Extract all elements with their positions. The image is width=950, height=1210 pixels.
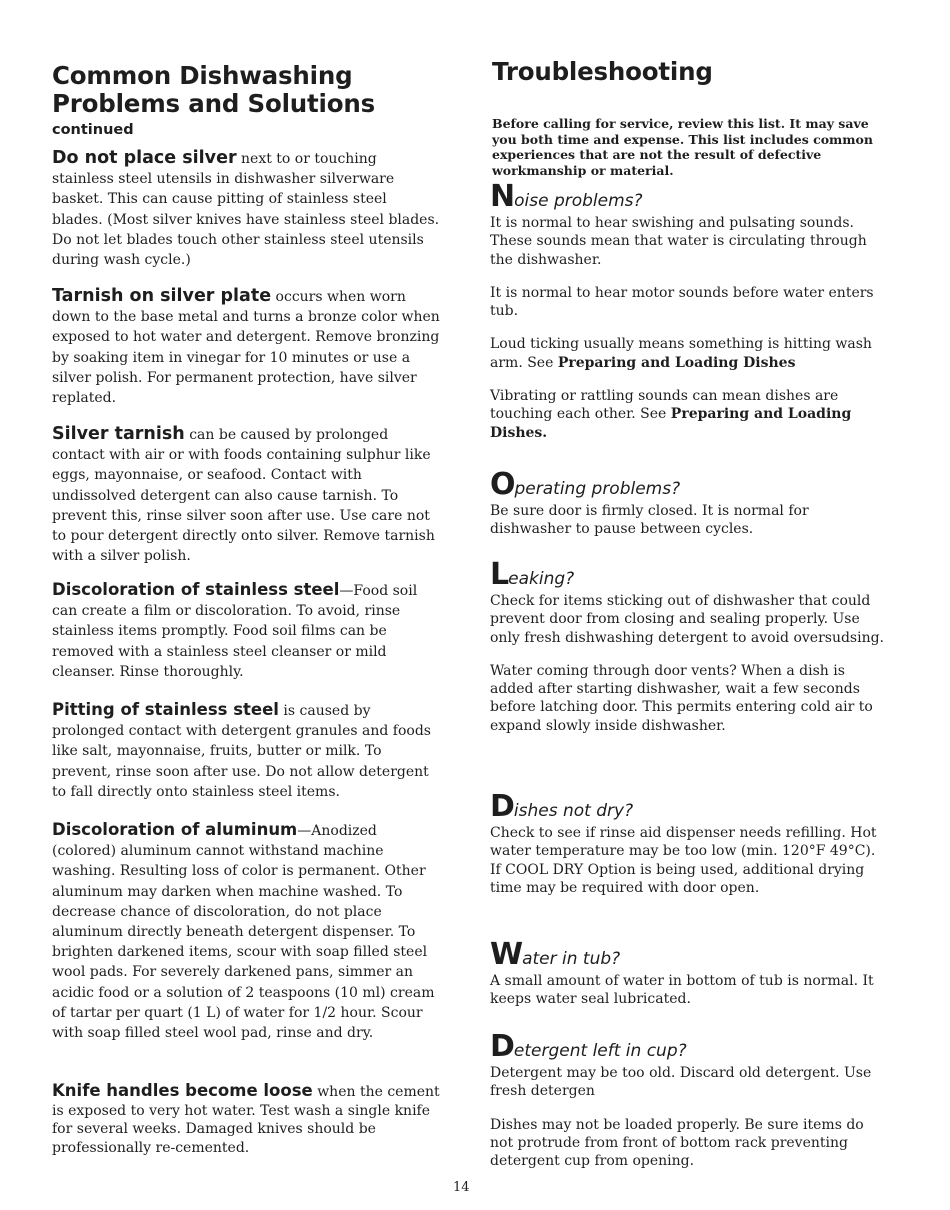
section-lead: Tarnish on silver plate [52,286,272,306]
water-paragraph-1: A small amount of water in bottom of tub is normal. It keeps water seal lubricated. [490,973,874,1008]
tarnish-plate-section [52,286,440,408]
section-text: —Anodized (colored) aluminum cannot withstand machine washing. Resulting loss of color is permanent. Other aluminum may darken when machine washed. To decrease chance of discoloration, do not place aluminum directly beneath detergent dispenser. To brighten darkened items, scour with soap filled steel wool pads. For severely darkened pans, simmer an acidic food or a solution of 2 teaspoons (10 ml) cream of tartar per quart (1 L) of water for 1/2 hour. Scour with soap filled steel wool pad, rinse and dry. [52,823,435,1042]
silver-placement-section [52,148,440,270]
section-text: occurs when worn down to the base metal and turns a bronze color when exposed to hot water and detergent. Remove bronzing by soaking item in vinegar for 10 minutes or use a silver polish. For permanent protection, have silver replated. [52,289,440,407]
heading-initial: D [490,1029,514,1064]
section-lead: Knife handles become loose [52,1081,313,1100]
heading-rest: eaking? [508,569,575,589]
noise-p3-reference: Preparing and Loading Dishes [557,354,796,371]
heading-initial: W [490,937,523,972]
leaking-paragraph-1: Check for items sticking out of dishwasher that could prevent door from closing and sealing properly. Use only fresh dishwashing detergent to avoid oversudsing. [490,593,885,646]
heading-rest: oise problems? [514,191,643,211]
page-number: 14 [453,1180,470,1195]
left-title-line2: Problems and Solutions [52,89,375,118]
leaking-section [490,557,888,735]
noise-heading [490,179,888,214]
noise-problems-section [490,179,888,442]
noise-paragraph-3 [490,335,888,372]
troubleshooting-intro: Before calling for service, review this list. It may save you both time and expense. This list includes common experiences that are not the result of defective workmanship or material. [492,116,873,178]
heading-initial: D [490,789,514,824]
heading-initial: N [490,179,515,214]
detergent-left-section [490,1029,888,1170]
noise-paragraph-2: It is normal to hear motor sounds before water enters tub. [490,284,874,320]
heading-rest: perating problems? [514,479,681,499]
dishes-not-dry-section [490,789,888,897]
heading-rest: ishes not dry? [513,801,634,821]
stainless-discoloration-section [52,580,440,682]
operating-problems-section [490,467,888,539]
noise-paragraph-1: It is normal to hear swishing and pulsating sounds. These sounds mean that water is circulating through the dishwasher. [490,215,867,268]
heading-initial: L [490,557,509,592]
detergent-paragraph-2: Dishes may not be loaded properly. Be sure items do not protrude from front of bottom rack preventing detergent cup from opening. [490,1116,864,1170]
section-text: next to or touching stainless steel utensils in dishwasher silverware basket. This can cause pitting of stainless steel blades. (Most silver knives have stainless steel blades. Do not let blades touch other stainless steel utensils during wash cycle.) [52,151,440,269]
section-lead: Discoloration of aluminum [52,820,298,839]
section-text: is caused by prolonged contact with detergent granules and foods like salt, mayonnaise, fruits, butter or milk. To prevent, rinse soon after use. Do not allow detergent to fall directly onto stainless steel items. [52,703,431,800]
silver-tarnish-section [52,424,440,566]
detergent-heading [490,1029,888,1064]
section-lead: Do not place silver [52,148,237,168]
continued-label: continued [52,122,134,138]
heading-rest: etergent left in cup? [513,1041,687,1061]
knife-handles-section [52,1082,440,1157]
operating-paragraph-1: Be sure door is firmly closed. It is normal for dishwasher to pause between cycles. [490,503,809,538]
section-lead: Silver tarnish [52,424,185,444]
operating-heading [490,467,888,502]
noise-p4-text: Vibrating or rattling sounds can mean dishes are touching each other. See [490,388,839,423]
noise-p4-reference: Preparing and Loading Dishes. [490,406,852,441]
leaking-heading [490,557,888,592]
noise-paragraph-4 [490,387,888,442]
water-heading [490,937,888,972]
left-title-line1: Common Dishwashing [52,61,353,90]
heading-rest: ater in tub? [522,949,621,969]
section-text: when the cement is exposed to very hot water. Test wash a single knife for several weeks. Damaged knives should be professionally re-cemented. [52,1084,440,1156]
dry-paragraph-1: Check to see if rinse aid dispenser needs refilling. Hot water temperature may be too low (min. 120°F 49°C). If COOL DRY Option is being used, additional drying time may be required with door open. [490,825,877,896]
water-in-tub-section [490,937,888,1009]
aluminum-discoloration-section [52,820,440,1043]
noise-p3-text: Loud ticking usually means something is hitting wash arm. See [490,336,872,371]
troubleshooting-title: Troubleshooting [492,57,713,86]
section-lead: Discoloration of stainless steel [52,580,340,599]
section-text: —Food soil can create a film or discoloration. To avoid, rinse stainless items promptly. Food soil films can be removed with a stainless steel cleanser or mild cleanser. Rinse thoroughly. [52,583,418,680]
dry-heading [490,789,888,824]
section-lead: Pitting of stainless steel [52,700,279,719]
stainless-pitting-section [52,700,440,802]
detergent-paragraph-1: Detergent may be too old. Discard old detergent. Use fresh detergen [490,1065,872,1100]
leaking-paragraph-2: Water coming through door vents? When a dish is added after starting dishwasher, wait a few seconds before latching door. This permits entering cold air to expand slowly inside dishwasher. [490,662,873,734]
left-title [52,62,452,118]
section-text: can be caused by prolonged contact with air or with foods containing sulphur like eggs, mayonnaise, or seafood. Contact with undissolved detergent can also cause tarnish. To prevent this, rinse silver soon after use. Use care not to pour detergent directly onto silver. Remove tarnish with a silver polish. [52,427,435,565]
heading-initial: O [490,467,515,502]
